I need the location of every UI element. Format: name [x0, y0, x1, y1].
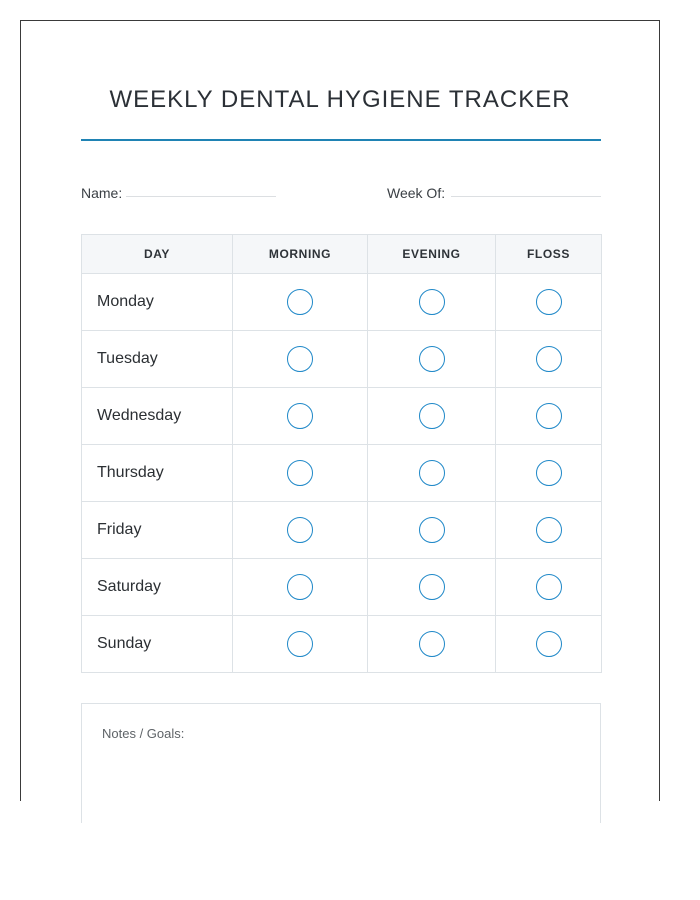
- morning-cell: [233, 274, 368, 331]
- evening-cell: [368, 445, 496, 502]
- evening-check-circle-icon[interactable]: [419, 403, 445, 429]
- floss-check-circle-icon[interactable]: [536, 346, 562, 372]
- evening-check-circle-icon[interactable]: [419, 517, 445, 543]
- day-label: Monday: [82, 274, 233, 331]
- day-label: Friday: [82, 502, 233, 559]
- floss-check-circle-icon[interactable]: [536, 403, 562, 429]
- morning-cell: [233, 559, 368, 616]
- floss-cell: [496, 616, 602, 673]
- evening-cell: [368, 616, 496, 673]
- floss-check-circle-icon[interactable]: [536, 289, 562, 315]
- day-label: Tuesday: [82, 331, 233, 388]
- evening-check-circle-icon[interactable]: [419, 574, 445, 600]
- column-header-evening: EVENING: [368, 235, 496, 274]
- floss-check-circle-icon[interactable]: [536, 517, 562, 543]
- tracker-table: [81, 234, 602, 673]
- table-row: [82, 502, 602, 559]
- floss-check-circle-icon[interactable]: [536, 460, 562, 486]
- table-row: [82, 445, 602, 502]
- floss-cell: [496, 274, 602, 331]
- floss-cell: [496, 388, 602, 445]
- week-of-label: Week Of:: [387, 185, 446, 201]
- week-of-field[interactable]: [451, 196, 601, 197]
- morning-cell: [233, 445, 368, 502]
- morning-check-circle-icon[interactable]: [287, 517, 313, 543]
- name-field[interactable]: [126, 196, 276, 197]
- day-label: Thursday: [82, 445, 233, 502]
- evening-cell: [368, 502, 496, 559]
- table-row: [82, 616, 602, 673]
- morning-cell: [233, 331, 368, 388]
- evening-cell: [368, 388, 496, 445]
- notes-goals-box[interactable]: [81, 703, 601, 823]
- evening-cell: [368, 274, 496, 331]
- morning-cell: [233, 616, 368, 673]
- table-row: [82, 274, 602, 331]
- floss-cell: [496, 559, 602, 616]
- floss-cell: [496, 502, 602, 559]
- morning-check-circle-icon[interactable]: [287, 289, 313, 315]
- column-header-floss: FLOSS: [496, 235, 602, 274]
- floss-cell: [496, 331, 602, 388]
- table-row: [82, 559, 602, 616]
- column-header-morning: MORNING: [233, 235, 368, 274]
- morning-check-circle-icon[interactable]: [287, 631, 313, 657]
- morning-cell: [233, 388, 368, 445]
- morning-check-circle-icon[interactable]: [287, 403, 313, 429]
- table-header-row: [82, 235, 602, 274]
- day-label: Wednesday: [82, 388, 233, 445]
- floss-check-circle-icon[interactable]: [536, 574, 562, 600]
- column-header-day: DAY: [82, 235, 233, 274]
- table-row: [82, 331, 602, 388]
- evening-cell: [368, 559, 496, 616]
- title-divider: [81, 139, 601, 141]
- day-label: Saturday: [82, 559, 233, 616]
- evening-check-circle-icon[interactable]: [419, 631, 445, 657]
- notes-goals-label: Notes / Goals:: [102, 726, 185, 741]
- morning-check-circle-icon[interactable]: [287, 346, 313, 372]
- page-title: WEEKLY DENTAL HYGIENE TRACKER: [109, 86, 571, 113]
- table-row: [82, 388, 602, 445]
- evening-check-circle-icon[interactable]: [419, 346, 445, 372]
- name-label: Name:: [81, 185, 123, 201]
- tracker-sheet: [20, 20, 660, 801]
- morning-check-circle-icon[interactable]: [287, 460, 313, 486]
- morning-check-circle-icon[interactable]: [287, 574, 313, 600]
- evening-check-circle-icon[interactable]: [419, 460, 445, 486]
- day-label: Sunday: [82, 616, 233, 673]
- evening-check-circle-icon[interactable]: [419, 289, 445, 315]
- floss-check-circle-icon[interactable]: [536, 631, 562, 657]
- morning-cell: [233, 502, 368, 559]
- evening-cell: [368, 331, 496, 388]
- floss-cell: [496, 445, 602, 502]
